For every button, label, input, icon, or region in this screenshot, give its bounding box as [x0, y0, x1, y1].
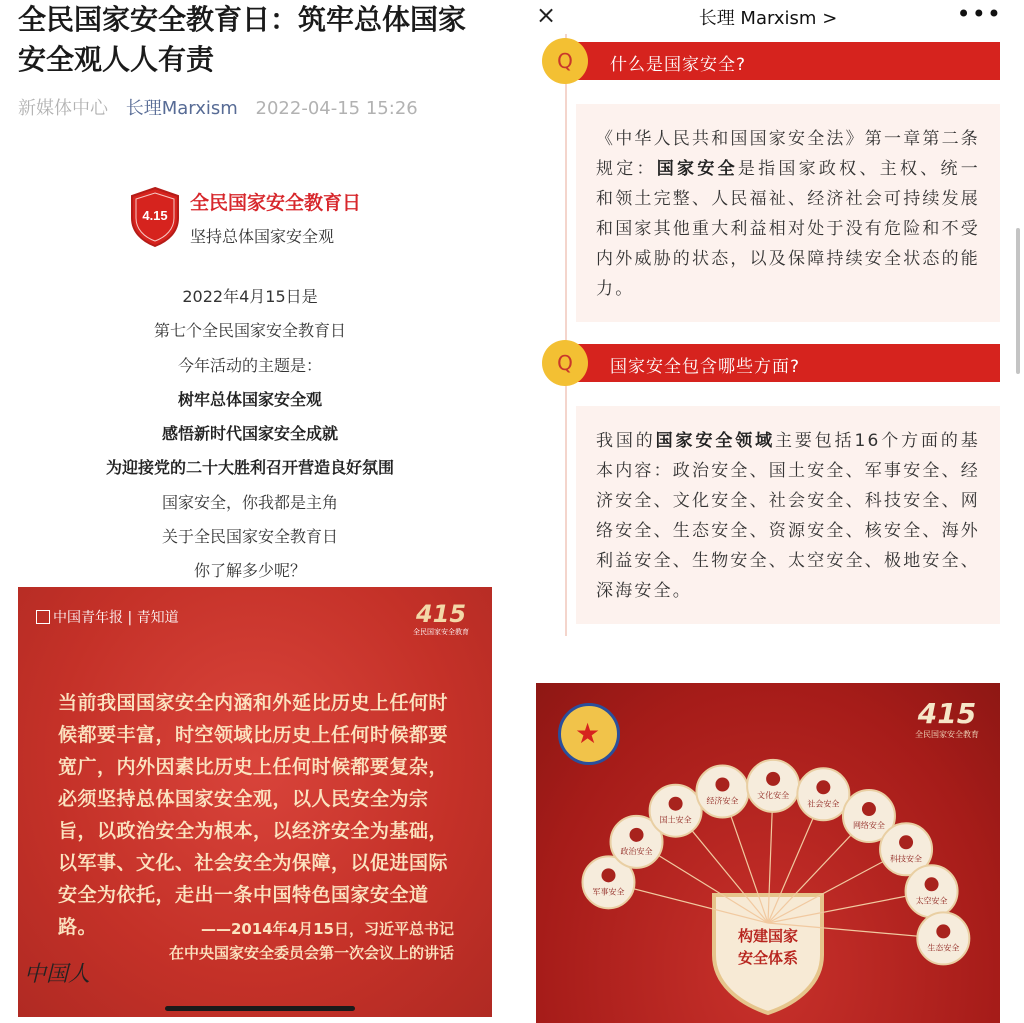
timeline-line [565, 34, 567, 636]
security-node [906, 865, 958, 917]
security-node-label: 文化安全 [757, 790, 790, 800]
badge-title: 全民国家安全教育日 [190, 192, 362, 214]
security-node-circle [650, 785, 702, 837]
center-label: 构建国家 安全体系 [737, 927, 798, 967]
intro-line: 你了解多少呢？ [193, 561, 306, 581]
security-node [797, 768, 849, 820]
meta-author-link[interactable]: 长理Marxism [125, 98, 238, 119]
security-node-icon [936, 924, 950, 938]
question-q-icon: Q [542, 340, 588, 386]
image-415-caption: 全民国家安全教育 [915, 730, 979, 739]
security-node-icon [630, 828, 644, 842]
security-node-icon [715, 777, 729, 791]
intro-line-bold: 感悟新时代国家安全成就 [161, 424, 338, 444]
poster-415-badge [408, 601, 474, 645]
security-node-label: 太空安全 [915, 896, 948, 906]
quote-poster-image[interactable] [18, 587, 492, 1017]
logo-box-icon [36, 610, 50, 624]
security-node-label: 军事安全 [592, 887, 625, 897]
security-node-icon [816, 780, 830, 794]
article-title: 全民国家安全教育日：筑牢总体国家安全观人人有责 [18, 3, 467, 76]
security-node-icon [925, 877, 939, 891]
question-2-text: 国家安全包含哪些方面? [610, 357, 801, 377]
question-bar-1 [574, 42, 1000, 80]
security-node-icon [862, 802, 876, 816]
poster-415-number: 415 [415, 600, 467, 628]
security-node-label: 科技安全 [890, 854, 923, 864]
question-1-text: 什么是国家安全? [610, 55, 747, 75]
poster-415-caption: 全民国家安全教育 [413, 628, 469, 636]
poster-signature: 中国人 [24, 962, 91, 987]
security-node-icon [601, 868, 615, 882]
image-415-number: 415 [917, 697, 977, 730]
security-node [696, 765, 748, 817]
intro-line: 第七个全民国家安全教育日 [153, 321, 346, 341]
security-node-label: 经济安全 [706, 796, 739, 806]
security-system-image[interactable] [536, 683, 1000, 1023]
shield-icon [128, 186, 182, 248]
intro-line: 国家安全，你我都是主角 [161, 492, 338, 512]
security-node-icon [766, 772, 780, 786]
badge-number: 4.15 [142, 208, 168, 223]
question-bar-2 [574, 344, 1000, 382]
security-node-icon [669, 797, 683, 811]
badge-subtitle: 坚持总体国家安全观 [190, 227, 335, 246]
security-node-label: 生态安全 [927, 943, 960, 953]
poster-logo: 中国青年报 | 青知道 [36, 607, 179, 627]
security-diagram [536, 683, 1000, 1023]
intro-line: 2022年4月15日是 [182, 287, 318, 306]
event-badge [128, 186, 388, 252]
security-node-label: 国土安全 [659, 815, 692, 825]
security-node-label: 政治安全 [620, 846, 653, 856]
meta-source: 新媒体中心 [18, 98, 108, 119]
more-options-icon[interactable]: ••• [956, 0, 1002, 28]
security-node [650, 785, 702, 837]
intro-line: 关于全民国家安全教育日 [161, 527, 338, 547]
security-node-icon [899, 835, 913, 849]
answer-2-text: 我国的国家安全领域主要包括16个方面的基本内容：政治安全、国土安全、军事安全、经济安全、文化安全、社会安全、科技安全、网络安全、生态安全、资源安全、核安全、海外利益安全、生物安全、太空安全、极地安全、深海安全。 [596, 431, 981, 601]
intro-line-bold: 树牢总体国家安全观 [177, 389, 322, 409]
question-q-icon: Q [542, 38, 588, 84]
home-indicator[interactable] [165, 1006, 355, 1011]
left-article-panel [0, 0, 500, 1023]
poster-quote-text: 当前我国国家安全内涵和外延比历史上任何时候都要丰富，时空领域比历史上任何时候都要宽广，内外因素比历史上任何时候都要复杂，必须坚持总体国家安全观，以人民安全为宗旨，以政治安全为根本，以经济安全为基础，以军事、文化、社会安全为保障，以促进国际安全为依托，走出一条中国特色国家安全道路。 [58, 692, 449, 938]
police-emblem-icon: ★ [558, 703, 620, 765]
nav-account-title[interactable]: 长理 Marxism > [698, 8, 838, 29]
top-nav-bar [512, 0, 1024, 34]
security-node-label: 网络安全 [852, 821, 885, 831]
meta-datetime: 2022-04-15 15:26 [255, 98, 418, 119]
security-node [917, 912, 969, 964]
poster-attribution: ——2014年4月15日，习近平总书记 在中央国家安全委员会第一次会议上的讲话 [168, 920, 454, 962]
answer-card-1 [576, 104, 1000, 322]
scrollbar-thumb[interactable] [1016, 228, 1020, 374]
answer-1-text: 《中华人民共和国国家安全法》第一章第二条规定：国家安全是指国家政权、主权、统一和领土完整、人民福祉、经济社会可持续发展和国家其他重大利益相对处于没有危险和不受内外威胁的状态，以及保障持续安全状态的能力。 [596, 129, 980, 299]
security-node [747, 760, 799, 812]
security-node-label: 社会安全 [807, 799, 840, 809]
intro-text [0, 280, 500, 589]
article-meta [18, 94, 430, 120]
intro-line-bold: 为迎接党的二十大胜利召开营造良好氛围 [105, 458, 394, 478]
answer-card-2 [576, 406, 1000, 624]
close-icon[interactable]: × [536, 1, 557, 29]
right-article-panel [512, 0, 1024, 1023]
intro-line: 今年活动的主题是： [177, 355, 322, 375]
